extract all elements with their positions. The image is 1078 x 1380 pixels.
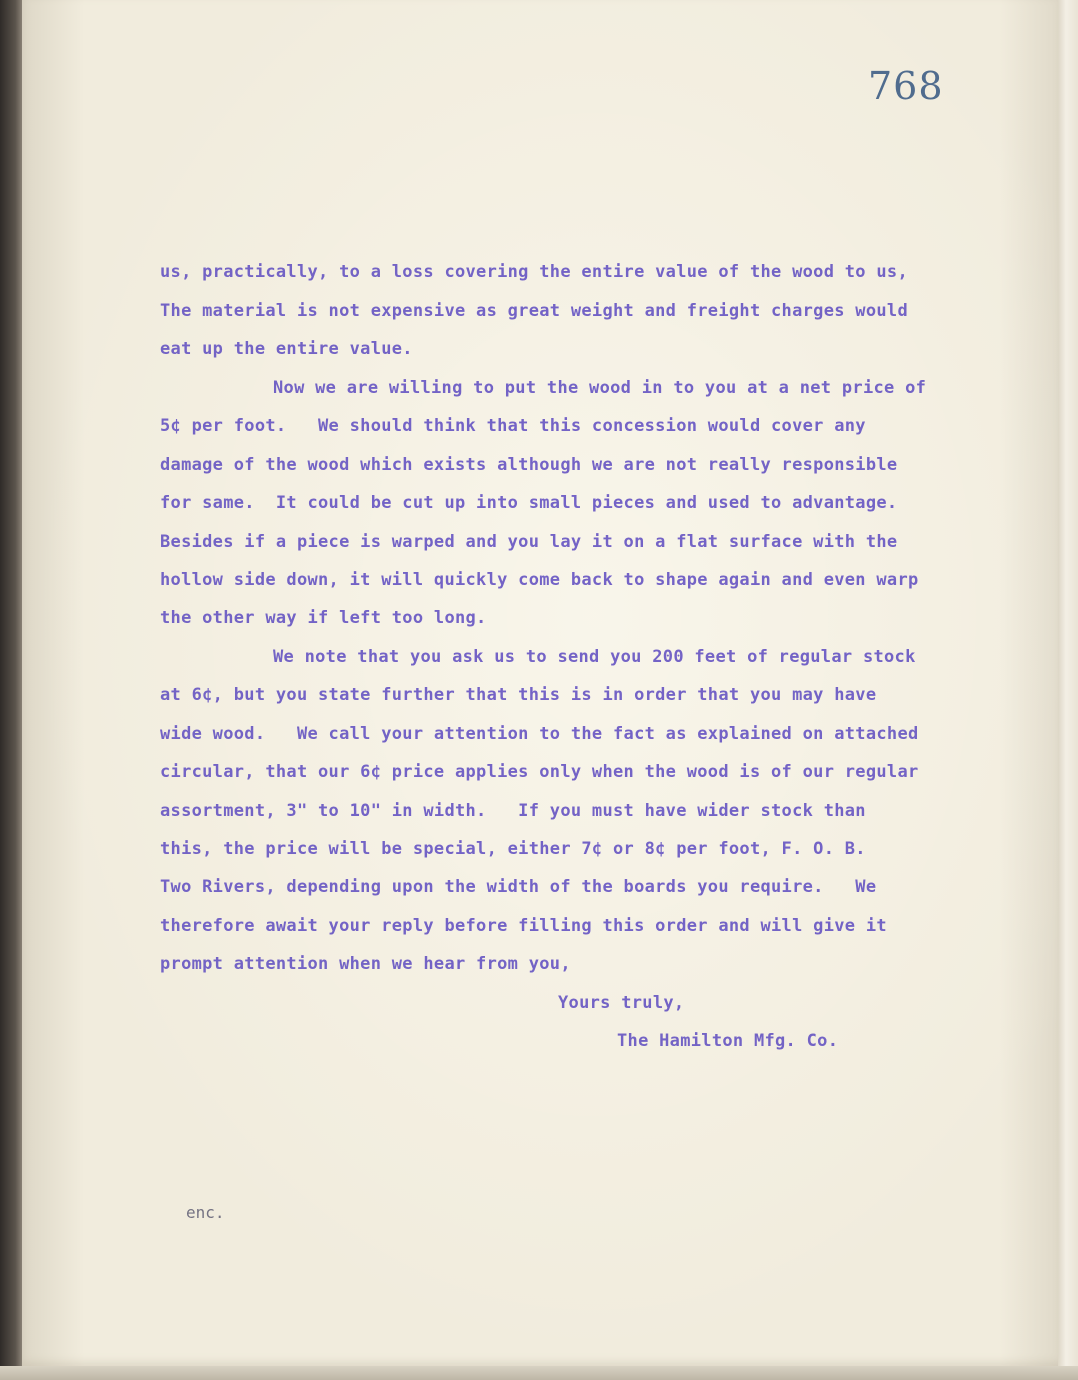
scanner-backdrop bbox=[0, 0, 22, 1380]
body-line: eat up the entire value. bbox=[160, 339, 413, 359]
body-line: for same. It could be cut up into small pieces and used to advantage. bbox=[160, 493, 898, 513]
page-edge bbox=[1058, 0, 1078, 1380]
body-line: wide wood. We call your attention to the fact as explained on attached bbox=[160, 724, 919, 744]
body-line: Besides if a piece is warped and you lay it on a flat surface with the bbox=[160, 532, 898, 552]
body-line: 5¢ per foot. We should think that this concession would cover any bbox=[160, 416, 866, 436]
body-line: circular, that our 6¢ price applies only when the wood is of our regular bbox=[160, 762, 919, 782]
signature-company: The Hamilton Mfg. Co. bbox=[617, 1031, 839, 1051]
body-line: We note that you ask us to send you 200 feet of regular stock bbox=[273, 647, 916, 667]
body-line: us, practically, to a loss covering the entire value of the wood to us, bbox=[160, 262, 908, 282]
body-line: hollow side down, it will quickly come back to shape again and even warp bbox=[160, 570, 919, 590]
body-line: Now we are willing to put the wood in to you at a net price of bbox=[273, 378, 927, 398]
enclosure-note: enc. bbox=[186, 1203, 225, 1222]
body-line: damage of the wood which exists although we are not really responsible bbox=[160, 455, 898, 475]
body-line: at 6¢, but you state further that this is in order that you may have bbox=[160, 685, 877, 705]
letter-page bbox=[22, 0, 1062, 1366]
closing-salutation: Yours truly, bbox=[558, 993, 685, 1013]
body-line: prompt attention when we hear from you, bbox=[160, 954, 571, 974]
body-line: the other way if left too long. bbox=[160, 608, 487, 628]
scanner-bottom-edge bbox=[0, 1366, 1078, 1380]
body-line: assortment, 3" to 10" in width. If you must have wider stock than bbox=[160, 801, 866, 821]
body-line: The material is not expensive as great weight and freight charges would bbox=[160, 301, 908, 321]
body-line: this, the price will be special, either 7¢ or 8¢ per foot, F. O. B. bbox=[160, 839, 866, 859]
page-number: 768 bbox=[868, 64, 944, 108]
body-line: therefore await your reply before filling this order and will give it bbox=[160, 916, 887, 936]
body-line: Two Rivers, depending upon the width of the boards you require. We bbox=[160, 877, 877, 897]
